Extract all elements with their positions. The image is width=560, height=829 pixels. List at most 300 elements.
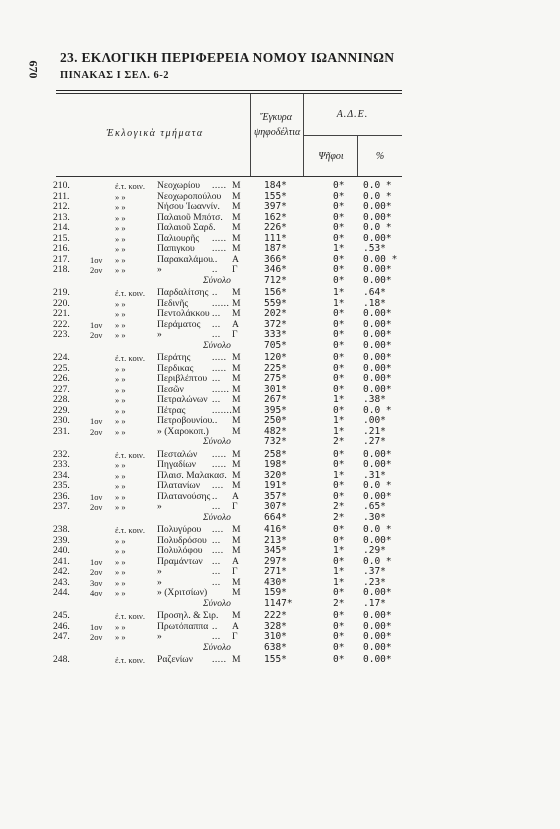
place-name: Νεοχωρίου <box>157 180 201 191</box>
community-type: » » <box>115 244 126 254</box>
category-letter: Γ <box>232 566 238 577</box>
place-name: » (Χριτσίων) <box>157 587 208 598</box>
leader-dots: ..... <box>212 180 227 191</box>
section-number: 227. <box>53 383 70 395</box>
leader-dots: .... <box>212 545 224 556</box>
section-order: 2ον <box>90 502 103 512</box>
leader-dots: .... <box>212 524 224 535</box>
section-order: 1ον <box>90 621 103 632</box>
category-letter: Μ <box>232 201 241 212</box>
valid-ballots-cell: 267* <box>264 394 287 405</box>
valid-ballots-cell: 213* <box>264 534 287 546</box>
table-row <box>0 265 560 276</box>
place-name: Πεδινῆς <box>157 297 189 309</box>
community-type: » » <box>115 223 126 233</box>
leader-dots: ... <box>212 394 221 405</box>
party-percent-cell: 0.00* <box>363 587 392 598</box>
place-name: » <box>157 566 162 577</box>
leader-dots: ..... <box>212 654 227 665</box>
valid-ballots-cell: 664* <box>264 511 287 523</box>
community-type: » » <box>115 416 126 426</box>
party-percent-cell: .53* <box>363 243 386 254</box>
section-number: 243. <box>53 576 70 588</box>
section-order: 4ον <box>90 588 103 598</box>
section-order: 2ον <box>90 426 103 437</box>
table-row <box>0 330 560 341</box>
leader-dots: ... <box>212 501 221 512</box>
section-number: 221. <box>53 308 70 319</box>
table-row <box>0 309 560 320</box>
page-title: 23. ΕΚΛΟΓΙΚΗ ΠΕΡΙΦΕΡΕΙΑ ΝΟΜΟΥ ΙΩΑΝΝΙΝΩΝ <box>60 50 395 65</box>
community-type: » » <box>115 191 126 202</box>
section-number: 215. <box>53 232 70 244</box>
category-letter: Α <box>232 253 239 265</box>
party-percent-cell: 0.0 * <box>363 555 392 567</box>
valid-ballots-cell: 395* <box>264 404 287 416</box>
section-order: 2ον <box>90 265 103 275</box>
party-percent-cell: .27* <box>363 436 386 447</box>
total-label: Σύνολο <box>203 598 231 609</box>
community-type: » » <box>115 405 126 416</box>
total-row <box>0 643 560 654</box>
party-percent-cell: 0.0 * <box>363 524 392 535</box>
community-type: » » <box>115 588 126 598</box>
table-row <box>0 223 560 234</box>
table-row <box>0 202 560 213</box>
category-letter: Μ <box>232 232 241 244</box>
community-type: » » <box>115 202 126 212</box>
category-letter: Γ <box>232 329 238 340</box>
party-percent-cell: .17* <box>363 597 386 609</box>
party-percent-cell: 0.00* <box>363 329 392 340</box>
community-type: ἐ.τ. κοιν. <box>115 655 145 665</box>
community-type: » » <box>115 363 126 374</box>
category-letter: Μ <box>232 587 241 598</box>
section-number: 213. <box>53 211 70 223</box>
leader-dots: ...... <box>212 297 230 309</box>
party-percent-cell: 0.00* <box>363 264 392 275</box>
party-votes-cell: 0* <box>333 318 345 330</box>
valid-ballots-cell: 310* <box>264 631 287 642</box>
header-bottom-rule <box>56 176 402 177</box>
party-votes-cell: 0* <box>333 631 345 642</box>
section-number: 236. <box>53 490 70 502</box>
category-letter: Α <box>232 620 239 632</box>
party-votes-cell: 2* <box>333 501 345 512</box>
table-row <box>0 460 560 471</box>
leader-dots: ..... <box>212 459 227 470</box>
community-type: ἐ.τ. κοιν. <box>115 288 145 298</box>
table-row <box>0 502 560 513</box>
leader-dots: ... <box>212 566 221 577</box>
party-votes-cell: 0* <box>333 201 345 212</box>
valid-ballots-cell: 159* <box>264 587 287 598</box>
leader-dots: .. <box>212 264 218 275</box>
party-percent-cell: 0.00* <box>363 373 392 384</box>
party-votes-cell: 0* <box>333 459 345 470</box>
party-percent-cell: .31* <box>363 469 386 481</box>
party-votes-cell: 0* <box>333 253 345 265</box>
place-name: Πολυγύρου <box>157 524 202 535</box>
table-row <box>0 525 560 536</box>
valid-ballots-cell: 271* <box>264 566 287 577</box>
leader-dots: ... <box>212 534 221 546</box>
section-number: 237. <box>53 501 70 512</box>
valid-ballots-cell: 226* <box>264 222 287 233</box>
party-votes-cell: 0* <box>333 480 345 491</box>
section-number: 232. <box>53 448 70 460</box>
section-number: 230. <box>53 415 70 426</box>
section-number: 242. <box>53 566 70 577</box>
place-name: Προσηλ. & Σιρ. <box>157 610 219 621</box>
valid-ballots-cell: 638* <box>264 641 287 653</box>
place-name: Περιβλέπτου <box>157 373 208 384</box>
table-row <box>0 481 560 492</box>
category-letter: Μ <box>232 534 241 546</box>
community-type: » » <box>115 556 126 567</box>
leader-dots: .... <box>212 480 224 491</box>
category-letter: Μ <box>232 576 241 588</box>
valid-ballots-cell: 258* <box>264 448 287 460</box>
place-name: Πρωτόπαππα <box>157 620 209 632</box>
party-votes-cell: 0* <box>333 587 345 598</box>
place-name: Πεσταλών <box>157 448 198 460</box>
community-type: » » <box>115 460 126 470</box>
place-name: » <box>157 501 162 512</box>
section-number: 240. <box>53 545 70 556</box>
table-row <box>0 567 560 578</box>
section-number: 225. <box>53 362 70 374</box>
place-name: Περάτης <box>157 352 191 363</box>
place-name: Πηγαδίων <box>157 459 196 470</box>
party-percent-cell: .23* <box>363 576 386 588</box>
valid-ballots-cell: 712* <box>264 274 287 286</box>
place-name: Πλατανούσης <box>157 490 211 502</box>
valid-ballots-cell: 156* <box>264 287 287 298</box>
header-valid-ballots: Ἔγκυρα ψηφοδέλτια <box>254 112 301 138</box>
community-type: ἐ.τ. κοιν. <box>115 353 145 363</box>
valid-ballots-cell: 162* <box>264 211 287 223</box>
community-type: » » <box>115 319 126 330</box>
place-name: Παλαιοῦ Σαρδ. <box>157 222 216 233</box>
total-row <box>0 437 560 448</box>
community-type: » » <box>115 212 126 223</box>
total-row <box>0 276 560 287</box>
category-letter: Μ <box>232 448 241 460</box>
section-number: 233. <box>53 459 70 470</box>
leader-dots: ..... <box>212 362 227 374</box>
party-votes-cell: 0* <box>333 383 345 395</box>
party-percent-cell: 0.00 * <box>363 253 398 265</box>
table-row <box>0 244 560 255</box>
party-percent-cell: 0.0 * <box>363 480 392 491</box>
section-number: 239. <box>53 534 70 546</box>
community-type: » » <box>115 384 126 395</box>
community-type: » » <box>115 265 126 275</box>
party-percent-cell: .21* <box>363 425 386 437</box>
valid-ballots-cell: 397* <box>264 201 287 212</box>
community-type: » » <box>115 546 126 556</box>
section-number: 211. <box>53 190 70 202</box>
party-percent-cell: 0.0 * <box>363 222 392 233</box>
party-percent-cell: 0.00* <box>363 448 392 460</box>
place-name: Παρακαλάμου <box>157 253 213 265</box>
party-percent-cell: .37* <box>363 566 386 577</box>
party-votes-cell: 0* <box>333 339 345 351</box>
valid-ballots-cell: 297* <box>264 555 287 567</box>
place-name: Νεοχωροπούλου <box>157 190 222 202</box>
section-number: 226. <box>53 373 70 384</box>
category-letter: Γ <box>232 631 238 642</box>
party-percent-cell: 0.00* <box>363 610 392 621</box>
category-letter: Μ <box>232 180 241 191</box>
valid-ballots-cell: 307* <box>264 501 287 512</box>
section-number: 231. <box>53 425 70 437</box>
place-name: » (Χαροκοπ.) <box>157 425 209 437</box>
leader-dots: .. <box>212 490 218 502</box>
community-type: » » <box>115 535 126 546</box>
category-letter: Α <box>232 490 239 502</box>
leader-dots: ....... <box>212 404 233 416</box>
leader-dots: ... <box>212 555 221 567</box>
party-votes-cell: 0* <box>333 610 345 621</box>
place-name: Πολυδρόσου <box>157 534 207 546</box>
leader-dots: ...... <box>212 383 230 395</box>
community-type: » » <box>115 491 126 502</box>
category-letter: Μ <box>232 394 241 405</box>
category-letter: Μ <box>232 362 241 374</box>
leader-dots: ... <box>212 308 221 319</box>
valid-ballots-cell: 191* <box>264 480 287 491</box>
category-letter: Μ <box>232 610 241 621</box>
category-letter: Μ <box>232 425 241 437</box>
party-percent-cell: 0.00* <box>363 308 392 319</box>
place-name: Νήσου Ἰωαννίν. <box>157 201 220 212</box>
community-type: » » <box>115 426 126 437</box>
place-name: » <box>157 329 162 340</box>
valid-ballots-cell: 416* <box>264 524 287 535</box>
party-votes-cell: 0* <box>333 404 345 416</box>
party-percent-cell: .18* <box>363 297 386 309</box>
table-row <box>0 655 560 666</box>
category-letter: Μ <box>232 383 241 395</box>
valid-ballots-cell: 430* <box>264 576 287 588</box>
party-percent-cell: 0.00* <box>363 362 392 374</box>
section-number: 210. <box>53 180 70 191</box>
party-percent-cell: 0.00* <box>363 534 392 546</box>
valid-ballots-cell: 559* <box>264 297 287 309</box>
leader-dots: .. <box>212 287 218 298</box>
party-votes-cell: 0* <box>333 362 345 374</box>
party-votes-cell: 0* <box>333 274 345 286</box>
party-percent-cell: 0.00* <box>363 211 392 223</box>
category-letter: Μ <box>232 190 241 202</box>
valid-ballots-cell: 366* <box>264 253 287 265</box>
table-row <box>0 416 560 427</box>
community-type: » » <box>115 577 126 588</box>
party-votes-cell: 0* <box>333 352 345 363</box>
section-order: 2ον <box>90 632 103 642</box>
party-votes-cell: 0* <box>333 490 345 502</box>
place-name: Πέτρας <box>157 404 186 416</box>
section-order: 1ον <box>90 319 103 330</box>
party-votes-cell: 0* <box>333 641 345 653</box>
party-votes-cell: 0* <box>333 620 345 632</box>
valid-ballots-cell: 111* <box>264 232 287 244</box>
table-row <box>0 395 560 406</box>
party-votes-cell: 1* <box>333 545 345 556</box>
valid-ballots-cell: 345* <box>264 545 287 556</box>
party-votes-cell: 0* <box>333 190 345 202</box>
leader-dots: ..... <box>212 232 227 244</box>
valid-ballots-cell: 275* <box>264 373 287 384</box>
place-name: Παλιουρῆς <box>157 232 200 244</box>
party-percent-cell: .64* <box>363 287 386 298</box>
total-row <box>0 341 560 352</box>
section-number: 248. <box>53 654 70 665</box>
category-letter: Μ <box>232 222 241 233</box>
valid-ballots-cell: 225* <box>264 362 287 374</box>
party-percent-cell: .65* <box>363 501 386 512</box>
section-number: 246. <box>53 620 70 632</box>
place-name: Πλαισ. Μαλακασ. <box>157 469 227 481</box>
category-letter: Μ <box>232 480 241 491</box>
total-row <box>0 599 560 610</box>
party-votes-cell: 1* <box>333 566 345 577</box>
valid-ballots-cell: 155* <box>264 654 287 665</box>
party-votes-cell: 0* <box>333 222 345 233</box>
place-name: Παρδαλίτσης <box>157 287 209 298</box>
section-order: 1ον <box>90 491 103 502</box>
party-votes-cell: 1* <box>333 287 345 298</box>
header-top-rule <box>56 90 402 91</box>
party-votes-cell: 0* <box>333 534 345 546</box>
section-number: 216. <box>53 243 70 254</box>
valid-ballots-cell: 482* <box>264 425 287 437</box>
party-percent-cell: .29* <box>363 545 386 556</box>
party-votes-cell: 0* <box>333 524 345 535</box>
header-percent: % <box>375 151 385 162</box>
leader-dots: ..... <box>212 243 227 254</box>
table-row <box>0 288 560 299</box>
category-letter: Μ <box>232 297 241 309</box>
valid-ballots-cell: 184* <box>264 180 287 191</box>
party-votes-cell: 0* <box>333 555 345 567</box>
place-name: Πεντολάκκου <box>157 308 210 319</box>
category-letter: Μ <box>232 459 241 470</box>
table-row <box>0 546 560 557</box>
party-votes-cell: 1* <box>333 469 345 481</box>
community-type: » » <box>115 395 126 405</box>
party-votes-cell: 0* <box>333 373 345 384</box>
party-votes-cell: 1* <box>333 425 345 437</box>
valid-ballots-cell: 333* <box>264 329 287 340</box>
community-type: » » <box>115 632 126 642</box>
valid-ballots-cell: 301* <box>264 383 287 395</box>
section-order: 3ον <box>90 577 103 588</box>
party-votes-cell: 1* <box>333 297 345 309</box>
category-letter: Μ <box>232 308 241 319</box>
leader-dots: ..... <box>212 448 227 460</box>
category-letter: Μ <box>232 373 241 384</box>
valid-ballots-cell: 222* <box>264 610 287 621</box>
total-label: Σύνολο <box>203 512 231 523</box>
party-votes-cell: 1* <box>333 576 345 588</box>
place-name: Πλατανίων <box>157 480 201 491</box>
valid-ballots-cell: 198* <box>264 459 287 470</box>
valid-ballots-cell: 250* <box>264 415 287 426</box>
place-name: Παπιγκου <box>157 243 195 254</box>
section-number: 228. <box>53 394 70 405</box>
place-name: Περάματος <box>157 318 201 330</box>
total-label: Σύνολο <box>203 275 231 286</box>
section-number: 223. <box>53 329 70 340</box>
valid-ballots-cell: 328* <box>264 620 287 632</box>
community-type: » » <box>115 330 126 340</box>
category-letter: Α <box>232 555 239 567</box>
party-votes-cell: 1* <box>333 415 345 426</box>
section-number: 238. <box>53 524 70 535</box>
section-order: 2ον <box>90 330 103 340</box>
table-row <box>0 374 560 385</box>
category-letter: Μ <box>232 524 241 535</box>
party-votes-cell: 2* <box>333 597 345 609</box>
community-type: ἐ.τ. κοιν. <box>115 525 145 535</box>
section-order: 1ον <box>90 416 103 426</box>
valid-ballots-cell: 202* <box>264 308 287 319</box>
section-number: 247. <box>53 631 70 642</box>
party-percent-cell: 0.00* <box>363 274 392 286</box>
valid-ballots-cell: 187* <box>264 243 287 254</box>
section-number: 245. <box>53 610 70 621</box>
category-letter: Μ <box>232 243 241 254</box>
party-votes-cell: 2* <box>333 436 345 447</box>
community-type: » » <box>115 298 126 309</box>
table-subtitle: ΠΙΝΑΚΑΣ Ι ΣΕΛ. 6-2 <box>60 70 170 81</box>
section-number: 212. <box>53 201 70 212</box>
place-name: Πραμάντων <box>157 555 203 567</box>
leader-dots: ... <box>212 318 221 330</box>
place-name: Πετραλώνων <box>157 394 208 405</box>
section-number: 224. <box>53 352 70 363</box>
party-votes-cell: 0* <box>333 232 345 244</box>
party-votes-cell: 0* <box>333 654 345 665</box>
leader-dots: .. <box>212 253 218 265</box>
community-type: » » <box>115 470 126 481</box>
leader-dots: .. <box>212 415 218 426</box>
party-votes-cell: 0* <box>333 264 345 275</box>
table-row <box>0 181 560 192</box>
party-percent-cell: 0.00* <box>363 620 392 632</box>
leader-dots: ... <box>212 576 221 588</box>
party-percent-cell: 0.0 * <box>363 404 392 416</box>
valid-ballots-cell: 346* <box>264 264 287 275</box>
place-name: Πεσῶν <box>157 383 184 395</box>
party-percent-cell: 0.0 * <box>363 190 392 202</box>
community-type: » » <box>115 502 126 512</box>
category-letter: Μ <box>232 211 241 223</box>
community-type: » » <box>115 233 126 244</box>
place-name: » <box>157 264 162 275</box>
total-label: Σύνολο <box>203 437 231 447</box>
category-letter: Μ <box>232 545 241 556</box>
category-letter: Μ <box>232 415 241 426</box>
party-percent-cell: 0.00* <box>363 631 392 642</box>
place-name: Παλαιοῦ Μπότσ. <box>157 211 223 223</box>
table-row <box>0 611 560 622</box>
party-votes-cell: 1* <box>333 394 345 405</box>
category-letter: Μ <box>232 404 241 416</box>
